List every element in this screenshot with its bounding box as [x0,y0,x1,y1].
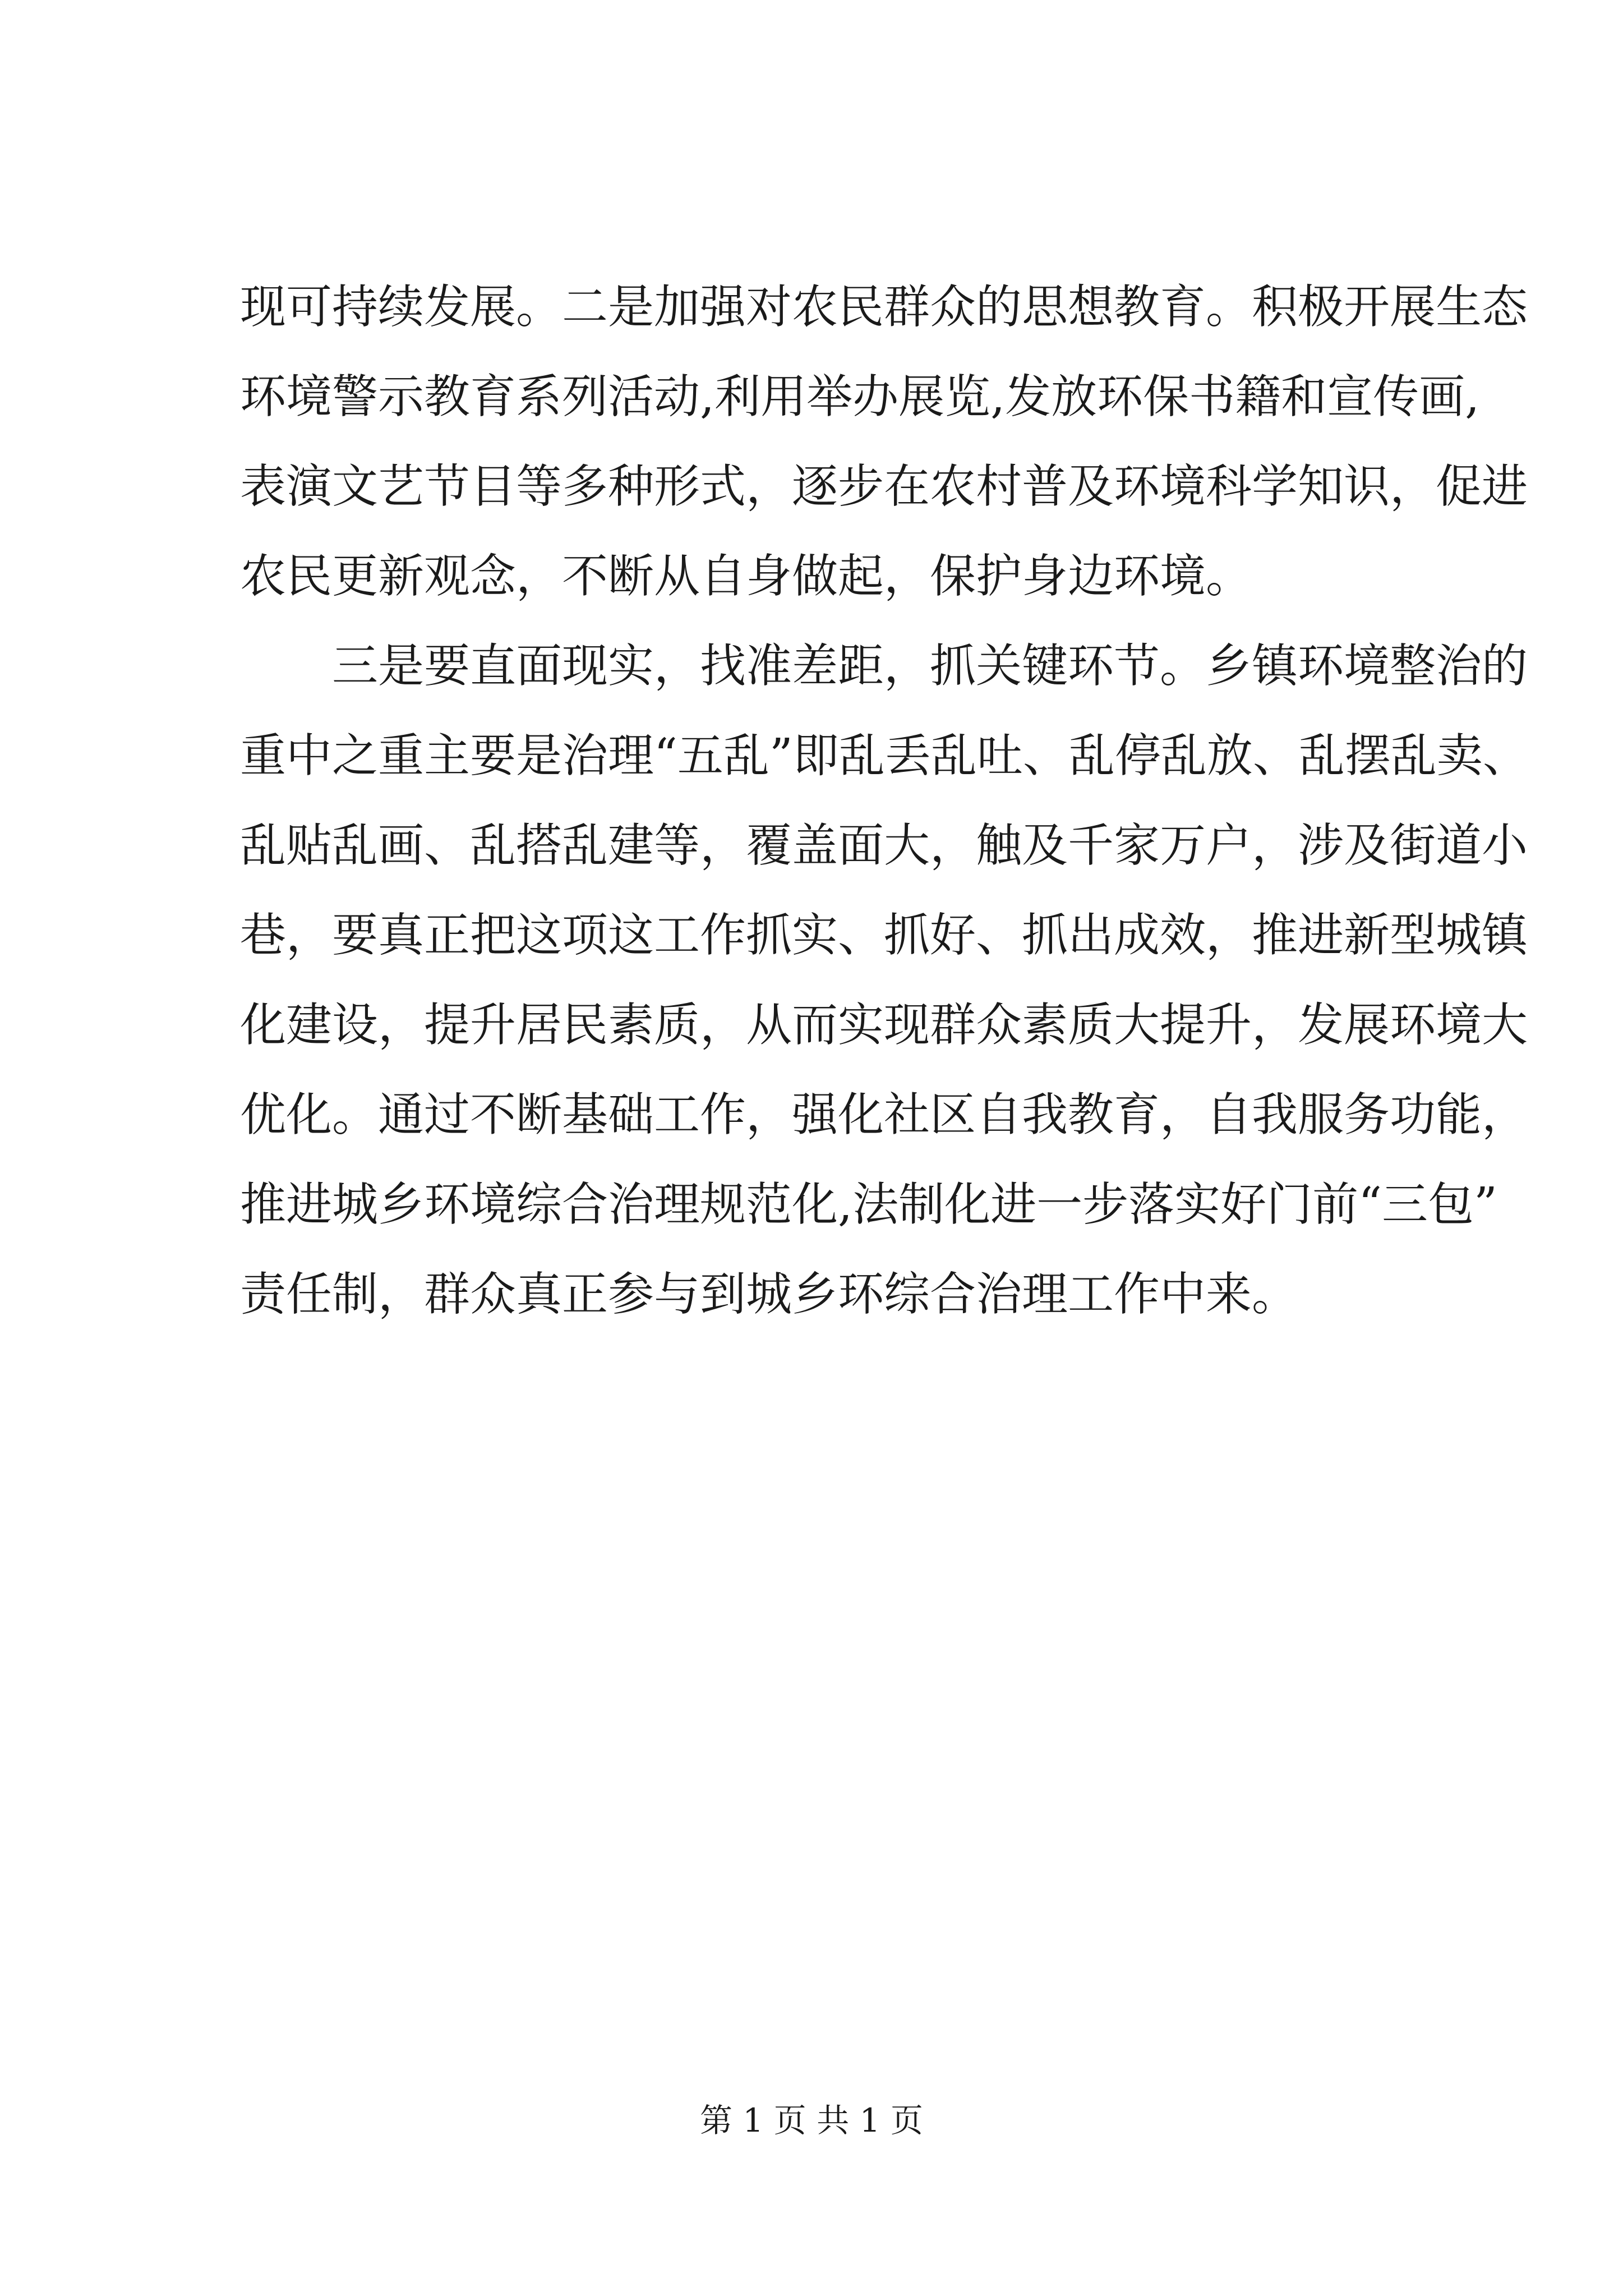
text-line: 重中之重主要是治理“五乱”即乱丢乱吐、乱停乱放、乱摆乱卖、 [240,729,1529,783]
text-line: 推进城乡环境综合治理规范化,法制化进一步落实好门前“三包” [240,1178,1497,1231]
page-footer: 第 1 页 共 1 页 [700,2101,923,2139]
text-line: 乱贴乱画、乱搭乱建等，覆盖面大，触及千家万户，涉及街道小 [240,819,1528,872]
text-line: 优化。通过不断基础工作，强化社区自我教育，自我服务功能， [240,1088,1528,1142]
text-line: 巷，要真正把这项这工作抓实、抓好、抓出成效，推进新型城镇 [240,909,1528,962]
text-line: 三是要直面现实，找准差距，抓关键环节。乡镇环境整治的 [332,639,1528,693]
document-body [240,263,1529,1340]
text-line: 化建设，提升居民素质，从而实现群众素质大提升，发展环境大 [240,999,1528,1052]
text-line: 责任制，群众真正参与到城乡环综合治理工作中来。 [240,1268,1298,1321]
paragraph-1 [240,263,1528,622]
text-line: 农民更新观念，不断从自身做起，保护身边环境。 [240,550,1252,603]
paragraph-2 [240,622,1529,1340]
text-line: 环境警示教育系列活动,利用举办展览,发放环保书籍和宣传画, [240,370,1480,424]
text-line: 现可持续发展。二是加强对农民群众的思想教育。积极开展生态 [240,280,1528,334]
text-line: 表演文艺节目等多种形式，逐步在农村普及环境科学知识，促进 [240,460,1528,513]
